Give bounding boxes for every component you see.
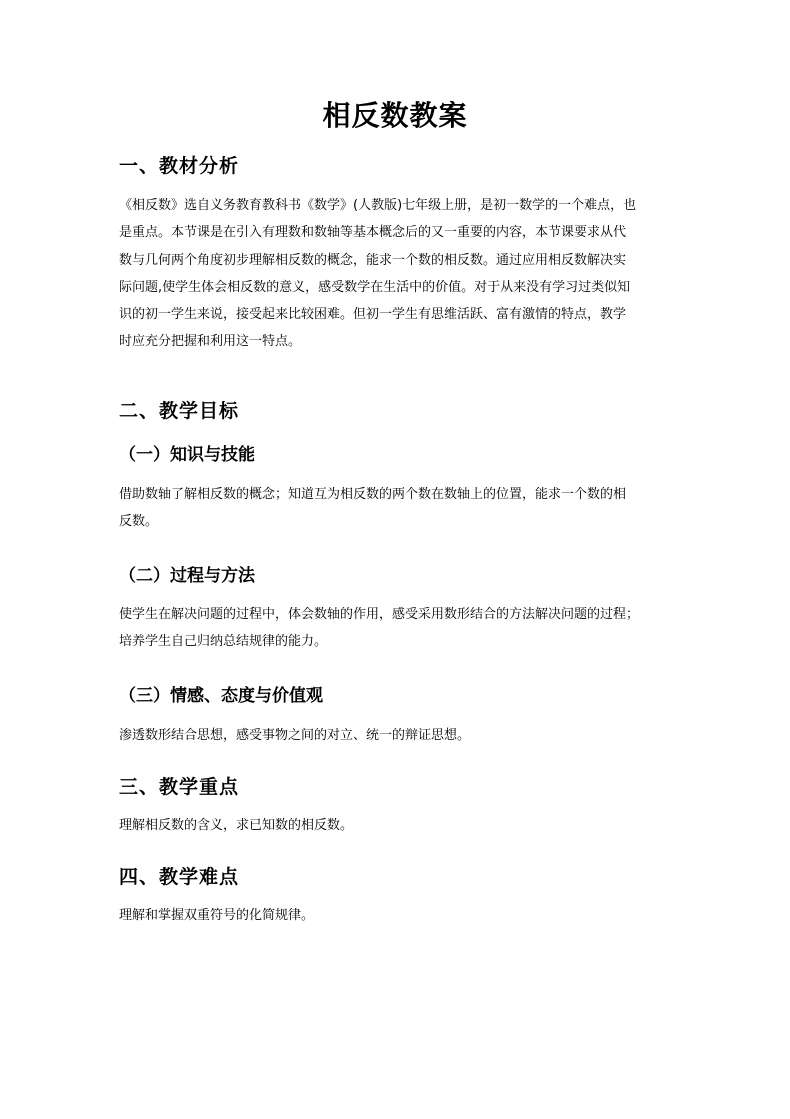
paragraph-line: 使学生在解决问题的过程中，体会数轴的作用，感受采用数形结合的方法解决问题的过程； [119, 607, 640, 622]
document-title: 相反数教案 [322, 99, 468, 132]
paragraph-line: 理解相反数的含义，求已知数的相反数。 [119, 818, 354, 833]
emotion-values-paragraph [119, 722, 679, 749]
difficulties-paragraph [119, 902, 679, 929]
key-points-paragraph [119, 812, 679, 839]
paragraph-line: 识的初一学生来说，接受起来比较困难。但初一学生有思维活跃、富有激情的特点，教学 [119, 307, 627, 323]
paragraph-line: 是重点。本节课是在引入有理数和数轴等基本概念后的又一重要的内容，本节课要求从代 [119, 225, 627, 241]
process-methods-paragraph [119, 601, 679, 656]
knowledge-skills-paragraph [119, 481, 679, 536]
section-heading-teaching-objectives: 二、教学目标 [119, 400, 240, 422]
paragraph-line: 反数。 [119, 514, 159, 530]
paragraph-line: 数与几何两个角度初步理解相反数的概念，能求一个数的相反数。通过应用相反数解决实 [119, 252, 627, 268]
paragraph-line: 理解和掌握双重符号的化简规律。 [119, 908, 315, 923]
section-heading-textbook-analysis: 一、教材分析 [119, 155, 240, 177]
paragraph-line: 际问题,使学生体会相反数的意义，感受数学在生活中的价值。对于从来没有学习过类似知 [119, 279, 631, 295]
paragraph-line: 培养学生自己归纳总结规律的能力。 [119, 634, 328, 650]
paragraph-line: 借助数轴了解相反数的概念；知道互为相反数的两个数在数轴上的位置，能求一个数的相 [119, 487, 627, 502]
subsection-heading-emotion-values: （三）情感、态度与价值观 [119, 686, 323, 706]
textbook-analysis-paragraph [119, 192, 679, 356]
subsection-heading-knowledge-skills: （一）知识与技能 [119, 445, 255, 465]
section-heading-difficulties: 四、教学难点 [119, 866, 240, 888]
subsection-heading-process-methods: （二）过程与方法 [119, 566, 255, 586]
paragraph-line: 《相反数》选自义务教育教科书《数学》(人教版)七年级上册，是初一数学的一个难点，也 [119, 198, 637, 213]
paragraph-line: 时应充分把握和利用这一特点。 [119, 334, 302, 350]
section-heading-key-points: 三、教学重点 [119, 776, 240, 798]
paragraph-line: 渗透数形结合思想，感受事物之间的对立、统一的辩证思想。 [119, 728, 471, 743]
